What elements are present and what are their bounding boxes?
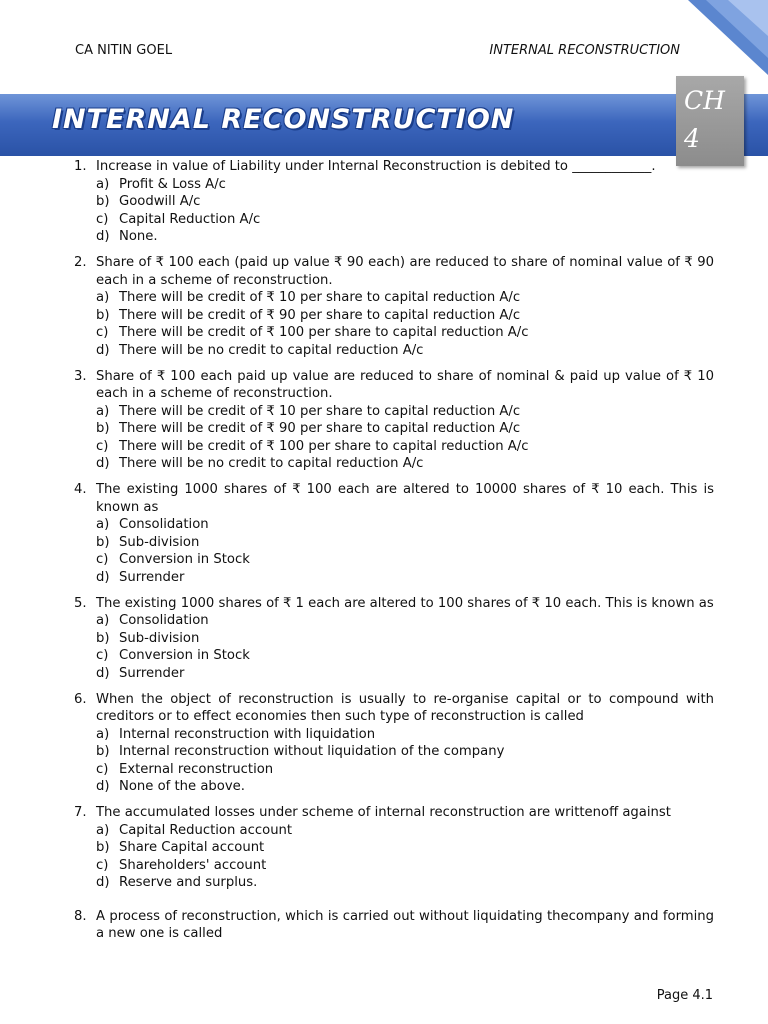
option-letter: a) bbox=[96, 403, 110, 419]
option-letter: b) bbox=[96, 194, 110, 209]
answer-option bbox=[96, 228, 714, 246]
chapter-title: INTERNAL RECONSTRUCTION bbox=[52, 104, 515, 135]
answer-option bbox=[96, 612, 714, 630]
option-text: There will be credit of ₹ 10 per share to capital reduction A/c bbox=[119, 403, 521, 419]
question-text: A process of reconstruction, which is carried out without liquidating thecompany and forming a new one is called bbox=[96, 908, 714, 941]
answer-option bbox=[96, 307, 714, 325]
question-body bbox=[96, 595, 714, 683]
option-text: Reserve and surplus. bbox=[119, 875, 258, 890]
option-text: There will be no credit to capital reduction A/c bbox=[119, 456, 424, 471]
question-item bbox=[74, 158, 714, 246]
question-text: The existing 1000 shares of ₹ 1 each are altered to 100 shares of ₹ 10 each. This is known as bbox=[96, 595, 714, 611]
option-letter: a) bbox=[96, 822, 110, 838]
option-text: Internal reconstruction with liquidation bbox=[119, 726, 376, 742]
option-letter: b) bbox=[96, 630, 110, 646]
answer-option bbox=[96, 743, 714, 761]
option-letter: d) bbox=[96, 779, 110, 794]
option-text: There will be credit of ₹ 10 per share to capital reduction A/c bbox=[119, 290, 521, 305]
answer-option bbox=[96, 342, 714, 360]
answer-option bbox=[96, 874, 714, 892]
option-letter: a) bbox=[96, 176, 110, 192]
option-letter: c) bbox=[96, 325, 109, 340]
question-number: 8. bbox=[74, 908, 87, 924]
question-text: Share of ₹ 100 each (paid up value ₹ 90 each) are reduced to share of nominal value of ₹ 90 each in a scheme of reconstruction. bbox=[96, 255, 714, 288]
question-item bbox=[74, 595, 714, 683]
option-text: Conversion in Stock bbox=[119, 648, 250, 663]
option-text: Capital Reduction A/c bbox=[119, 211, 261, 227]
question-text: Share of ₹ 100 each paid up value are reduced to share of nominal & paid up value of ₹ 10 each in a scheme of reconstruction. bbox=[96, 368, 714, 401]
question-item bbox=[74, 804, 714, 892]
question-body bbox=[96, 481, 714, 586]
option-text: None. bbox=[119, 229, 158, 244]
option-text: Conversion in Stock bbox=[119, 552, 250, 567]
question-text: The accumulated losses under scheme of internal reconstruction are writtenoff against bbox=[96, 805, 671, 820]
answer-option bbox=[96, 857, 714, 875]
option-text: There will be credit of ₹ 90 per share to capital reduction A/c bbox=[119, 307, 521, 323]
option-letter: a) bbox=[96, 613, 110, 628]
question-item bbox=[74, 908, 714, 943]
option-text: Sub-division bbox=[119, 534, 200, 550]
option-text: There will be credit of ₹ 90 per share to capital reduction A/c bbox=[119, 421, 521, 436]
option-letter: d) bbox=[96, 456, 110, 471]
question-body bbox=[96, 691, 714, 796]
question-body bbox=[96, 368, 714, 473]
question-number: 7. bbox=[74, 805, 87, 820]
answer-option bbox=[96, 665, 714, 683]
answer-option bbox=[96, 569, 714, 587]
chapter-badge-label: CH 4 bbox=[684, 86, 725, 153]
option-text: Surrender bbox=[119, 665, 185, 681]
chapter-badge bbox=[676, 76, 744, 166]
option-letter: a) bbox=[96, 290, 110, 305]
option-text: Shareholders' account bbox=[119, 857, 267, 873]
option-text: There will be no credit to capital reduction A/c bbox=[119, 342, 424, 358]
answer-option bbox=[96, 630, 714, 648]
option-letter: c) bbox=[96, 761, 109, 777]
option-letter: c) bbox=[96, 438, 109, 454]
option-text: Consolidation bbox=[119, 613, 209, 628]
option-letter: d) bbox=[96, 229, 110, 244]
option-text: Profit & Loss A/c bbox=[119, 176, 226, 192]
question-number: 2. bbox=[74, 255, 87, 270]
answer-option bbox=[96, 403, 714, 421]
option-text: There will be credit of ₹ 100 per share to capital reduction A/c bbox=[119, 438, 529, 454]
option-text: Consolidation bbox=[119, 517, 209, 532]
corner-decoration bbox=[688, 0, 768, 75]
option-text: None of the above. bbox=[119, 779, 245, 794]
option-letter: d) bbox=[96, 569, 110, 585]
option-text: Sub-division bbox=[119, 630, 200, 646]
question-list bbox=[74, 158, 714, 951]
option-letter: b) bbox=[96, 534, 110, 550]
answer-option bbox=[96, 289, 714, 307]
answer-option bbox=[96, 211, 714, 229]
option-letter: c) bbox=[96, 857, 109, 873]
question-item bbox=[74, 691, 714, 796]
option-text: External reconstruction bbox=[119, 761, 274, 777]
answer-option bbox=[96, 324, 714, 342]
answer-option bbox=[96, 647, 714, 665]
question-item bbox=[74, 481, 714, 586]
option-letter: b) bbox=[96, 421, 110, 436]
option-text: Internal reconstruction without liquidation of the company bbox=[119, 744, 505, 759]
option-letter: b) bbox=[96, 840, 110, 855]
answer-option bbox=[96, 551, 714, 569]
option-letter: c) bbox=[96, 211, 109, 227]
answer-option bbox=[96, 761, 714, 779]
question-text: When the object of reconstruction is usually to re-organise capital or to compound with creditors or to effect economies then such type of reconstruction is called bbox=[96, 691, 714, 724]
answer-option bbox=[96, 839, 714, 857]
answer-option bbox=[96, 778, 714, 796]
page-number: Page 4.1 bbox=[656, 988, 713, 1003]
question-number: 4. bbox=[74, 482, 87, 497]
option-text: Surrender bbox=[119, 569, 185, 585]
option-letter: d) bbox=[96, 342, 110, 358]
answer-option bbox=[96, 438, 714, 456]
question-item bbox=[74, 254, 714, 359]
option-text: There will be credit of ₹ 100 per share to capital reduction A/c bbox=[119, 325, 529, 340]
question-text: Increase in value of Liability under Internal Reconstruction is debited to ____________. bbox=[96, 159, 656, 174]
question-number: 5. bbox=[74, 595, 87, 611]
question-item bbox=[74, 368, 714, 473]
option-text: Capital Reduction account bbox=[119, 822, 293, 838]
question-body bbox=[96, 254, 714, 359]
option-text: Goodwill A/c bbox=[119, 194, 201, 209]
question-body bbox=[96, 908, 714, 943]
question-body bbox=[96, 804, 714, 892]
option-letter: c) bbox=[96, 552, 109, 567]
header-author: CA NITIN GOEL bbox=[75, 43, 173, 58]
answer-option bbox=[96, 516, 714, 534]
question-text: The existing 1000 shares of ₹ 100 each are altered to 10000 shares of ₹ 10 each. This is known as bbox=[96, 482, 714, 515]
option-letter: a) bbox=[96, 517, 110, 532]
question-number: 6. bbox=[74, 691, 87, 707]
answer-option bbox=[96, 534, 714, 552]
header-running-title: INTERNAL RECONSTRUCTION bbox=[489, 43, 680, 58]
option-letter: c) bbox=[96, 648, 109, 663]
answer-option bbox=[96, 455, 714, 473]
answer-option bbox=[96, 176, 714, 194]
option-letter: a) bbox=[96, 726, 110, 742]
option-letter: d) bbox=[96, 875, 110, 890]
question-body bbox=[96, 158, 714, 246]
option-letter: b) bbox=[96, 307, 110, 323]
question-number: 1. bbox=[74, 159, 87, 174]
option-letter: d) bbox=[96, 665, 110, 681]
answer-option bbox=[96, 726, 714, 744]
question-number: 3. bbox=[74, 368, 87, 384]
answer-option bbox=[96, 822, 714, 840]
answer-option bbox=[96, 420, 714, 438]
option-text: Share Capital account bbox=[119, 840, 265, 855]
answer-option bbox=[96, 193, 714, 211]
option-letter: b) bbox=[96, 744, 110, 759]
